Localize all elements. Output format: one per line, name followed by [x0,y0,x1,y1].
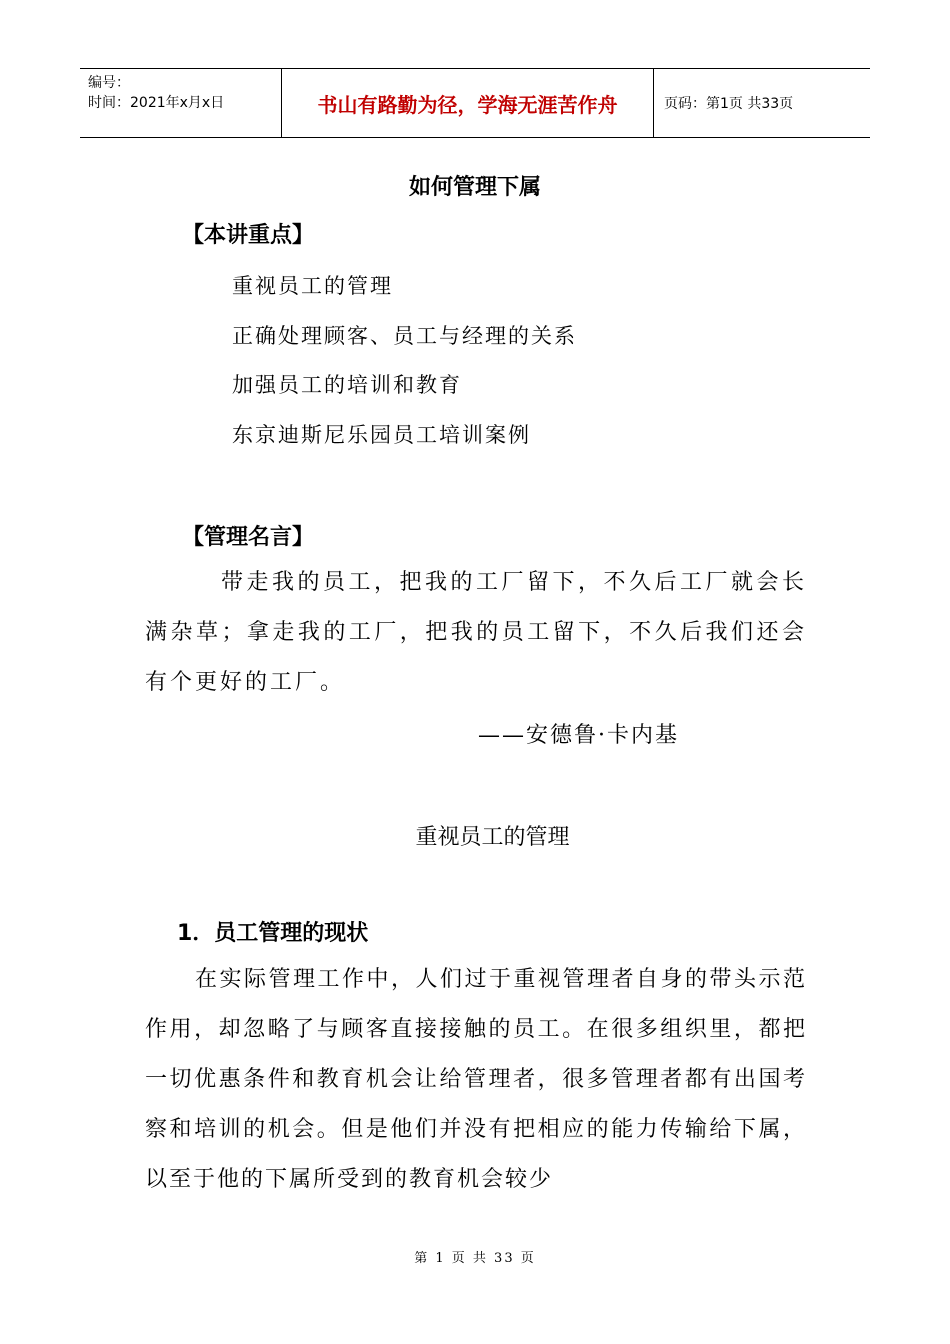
key-points-heading: 【本讲重点】 [182,223,315,248]
key-point-item: 重视员工的管理 [232,274,393,298]
page-title: 如何管理下属 [408,175,541,200]
section-title: 重视员工的管理 [415,825,570,850]
quote-author: ——安德鲁·卡内基 [478,723,679,748]
header-meta [80,69,282,137]
section-paragraph: 在实际管理工作中，人们过于重视管理者自身的带头示范作用，却忽略了与顾客直接接触的员工。在很多组织里，都把一切优惠条件和教育机会让给管理者，很多管理者都有出国考察和培训的机会。但是他们并没有把相应的能力传输给下属，以至于他的下属所受到的教育机会较少 [145,967,807,1192]
number-label: 编号： [88,75,130,91]
quote-heading: 【管理名言】 [182,525,315,550]
key-point-item: 正确处理顾客、员工与经理的关系 [232,324,577,348]
key-point-item: 加强员工的培训和教育 [232,373,462,397]
section-subheading: 1．员工管理的现状 [177,921,369,946]
key-point-item: 东京迪斯尼乐园员工培训案例 [232,423,531,447]
time-label: 时间：2021年x月x日 [88,95,225,111]
document-header [80,68,870,138]
header-motto: 书山有路勤为径，学海无涯苦作舟 [282,69,654,137]
header-page-info: 页码：第1页 共33页 [664,96,794,112]
page-footer: 第 1 页 共 33 页 [414,1251,536,1266]
quote-text: 带走我的员工，把我的工厂留下，不久后工厂就会长满杂草；拿走我的工厂，把我的员工留下，不久后我们还会有个更好的工厂。 [145,570,807,695]
